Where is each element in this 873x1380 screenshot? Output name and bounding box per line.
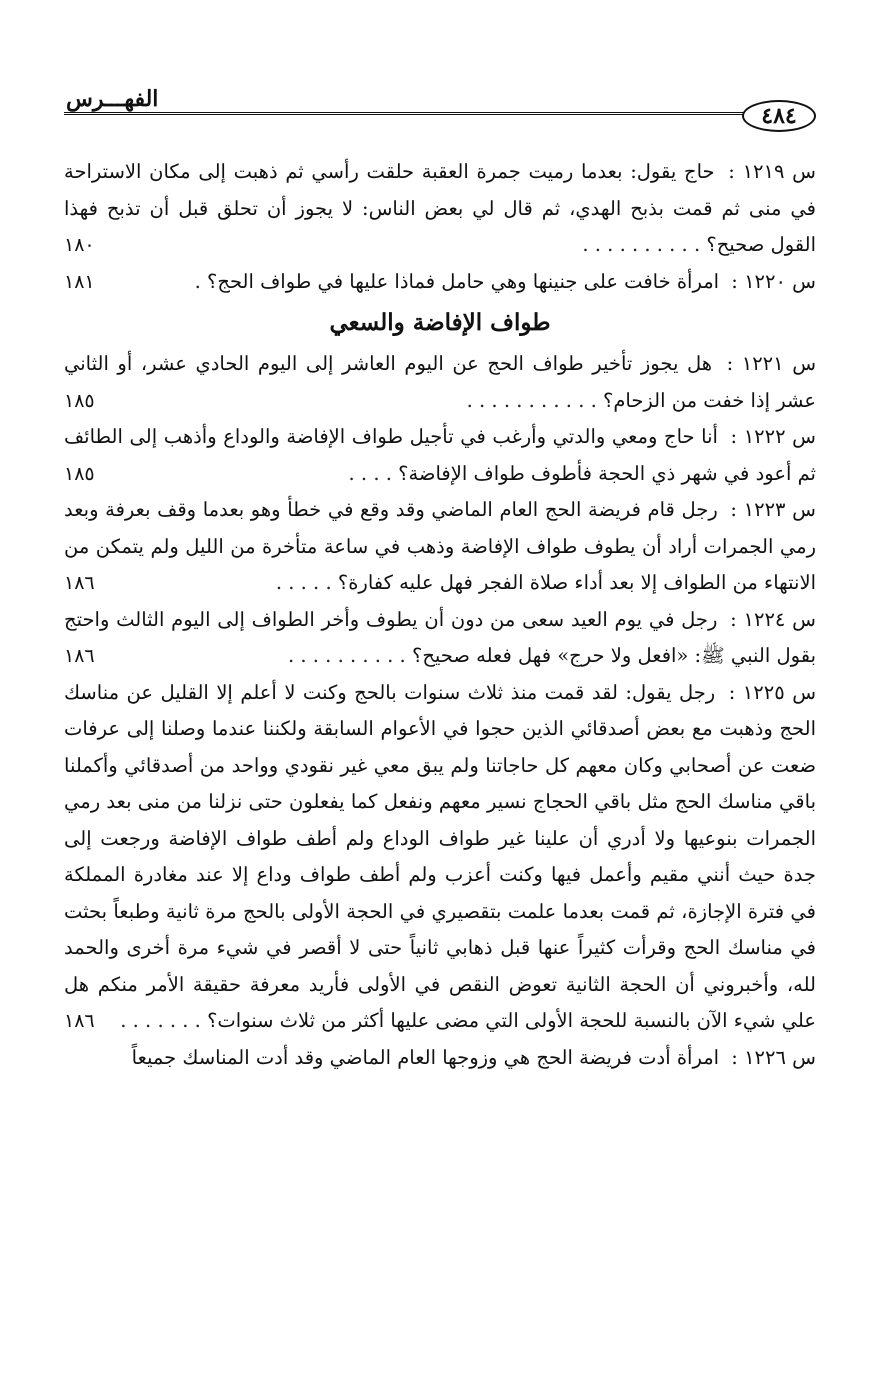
section-title: طواف الإفاضة والسعي bbox=[329, 309, 551, 336]
question-number: س ١٢٢٦ : bbox=[731, 1045, 816, 1069]
page-ref: ١٨٦ bbox=[64, 645, 95, 667]
question-number: س ١٢٢١ : bbox=[726, 352, 816, 375]
question-text: حاج يقول: بعدما رميت جمرة العقبة حلقت رأسي ثم ذهبت إلى مكان الاستراحة في منى ثم قمت بذبح الهدي، ثم قال لي بعض الناس: لا يجوز أن تحلق قبل أن تذبح فهذا القول صحيح؟ bbox=[64, 160, 816, 256]
question-text: امرأة خافت على جنينها وهي حامل فماذا عليها في طواف الحج؟ bbox=[207, 269, 720, 293]
question-number: س ١٢٢٠ : bbox=[731, 269, 816, 293]
question-text: هل يجوز تأخير طواف الحج عن اليوم العاشر إلى اليوم الحادي عشر، أو الثاني عشر إذا خفت من الزحام؟ bbox=[64, 352, 816, 412]
leader-dots: . . . . . . . bbox=[120, 1009, 201, 1032]
leader-dots: . . . . . . . . . . bbox=[582, 233, 701, 256]
index-entry bbox=[64, 154, 816, 264]
index-entry bbox=[64, 1040, 816, 1077]
index-entry bbox=[64, 419, 816, 492]
leader-dots: . . . . . . . . . . . bbox=[466, 388, 597, 412]
leader-dots: . . . . . bbox=[275, 571, 332, 594]
index-entry bbox=[64, 602, 816, 675]
page-ref: ١٨٥ bbox=[64, 462, 95, 485]
question-number: س ١٢٢٤ : bbox=[730, 607, 816, 631]
page-ref: ١٨٥ bbox=[64, 389, 95, 412]
question-text: رجل يقول: لقد قمت منذ ثلاث سنوات بالحج وكنت لا أعلم إلا القليل عن مناسك الحج وذهبت مع بعض أصدقائي الذين حجوا في الأعوام السابقة ولكننا عندما وصلنا إلى عرفات ضعت عن أصحابي وكان معهم كل حاجاتنا ولم يبق معي غير نقودي وواحد من أصدقائي وأكملنا باقي مناسك الحج مثل باقي الحجاج نسير معهم ونفعل كما يفعلون حتى نزلنا من منى بعد رمي الجمرات بنوعيها ولا أدري أن علينا غير طواف الوداع ولم أطف طواف الإفاضة ورجعت إلى جدة حيث أنني مقيم وأعمل فيها وكنت أعزب ولم أطف طواف وداع إلا عند مغادرة المملكة في فترة الإجازة، ثم قمت بعدما علمت بتقصيري في الحجة الأولى بالحج مرة ثانية وطبعاً بحثت في مناسك الحج وقرأت كثيراً عنها قبل ذهابي ثانياً حتى لا أقصر في شيء مرة أخرى والحمد لله، وأخبروني أن الحجة الثانية تعوض النقص في الأولى فأريد معرفة حقيقة الأمر منكم هل علي شيء الآن بالنسبة للحجة الأولى التي مضى عليها أكثر من ثلاث سنوات؟ bbox=[64, 680, 816, 1032]
page-number: ٤٨٤ bbox=[742, 100, 816, 132]
question-number: س ١٢٢٢ : bbox=[730, 425, 816, 448]
leader-dots: . . . . . . . . . . bbox=[287, 644, 406, 667]
index-entry bbox=[64, 675, 816, 1040]
page-ref: ١٨١ bbox=[64, 270, 95, 293]
index-entry bbox=[64, 346, 816, 419]
page-header bbox=[64, 82, 816, 129]
question-text: رجل في يوم العيد سعى من دون أن يطوف وأخر الطواف إلى اليوم الثالث واحتج بقول النبي ﷺ: «افعل ولا حرج» فهل فعله صحيح؟ bbox=[64, 607, 816, 667]
page-ref: ١٨٦ bbox=[64, 572, 95, 594]
page-ref: ١٨٠ bbox=[64, 234, 95, 256]
index-entries bbox=[64, 154, 816, 1076]
leader-dots: . . . . bbox=[348, 461, 392, 485]
question-text: أنا حاج ومعي والدتي وأرغب في تأجيل طواف الإفاضة والوداع وأذهب إلى الطائف ثم أعود في شهر ذي الحجة فأطوف طواف الإفاضة؟ bbox=[64, 425, 816, 485]
header-rule bbox=[64, 112, 756, 118]
page bbox=[64, 82, 816, 1076]
question-text: امرأة أدت فريضة الحج هي وزوجها العام الماضي وقد أدت المناسك جميعاً bbox=[131, 1045, 720, 1069]
page-ref: ١٨٦ bbox=[64, 1010, 95, 1032]
question-number: س ١٢٢٥ : bbox=[728, 680, 816, 704]
index-entry bbox=[64, 264, 816, 301]
question-text: رجل قام فريضة الحج العام الماضي وقد وقع في خطأ وهو بعدما وقف بعرفة وبعد رمي الجمرات أراد أن يطوف طواف الإفاضة وذهب في ساعة متأخرة من الليل ولم يتمكن من الانتهاء من الطواف إلا بعد أداء صلاة الفجر فهل عليه كفارة؟ bbox=[64, 498, 816, 594]
question-number: س ١٢١٩ : bbox=[728, 160, 816, 183]
leader-dots: . bbox=[194, 269, 201, 293]
index-entry bbox=[64, 492, 816, 602]
running-title: الفهـــرس bbox=[66, 86, 159, 112]
question-number: س ١٢٢٣ : bbox=[730, 498, 816, 521]
